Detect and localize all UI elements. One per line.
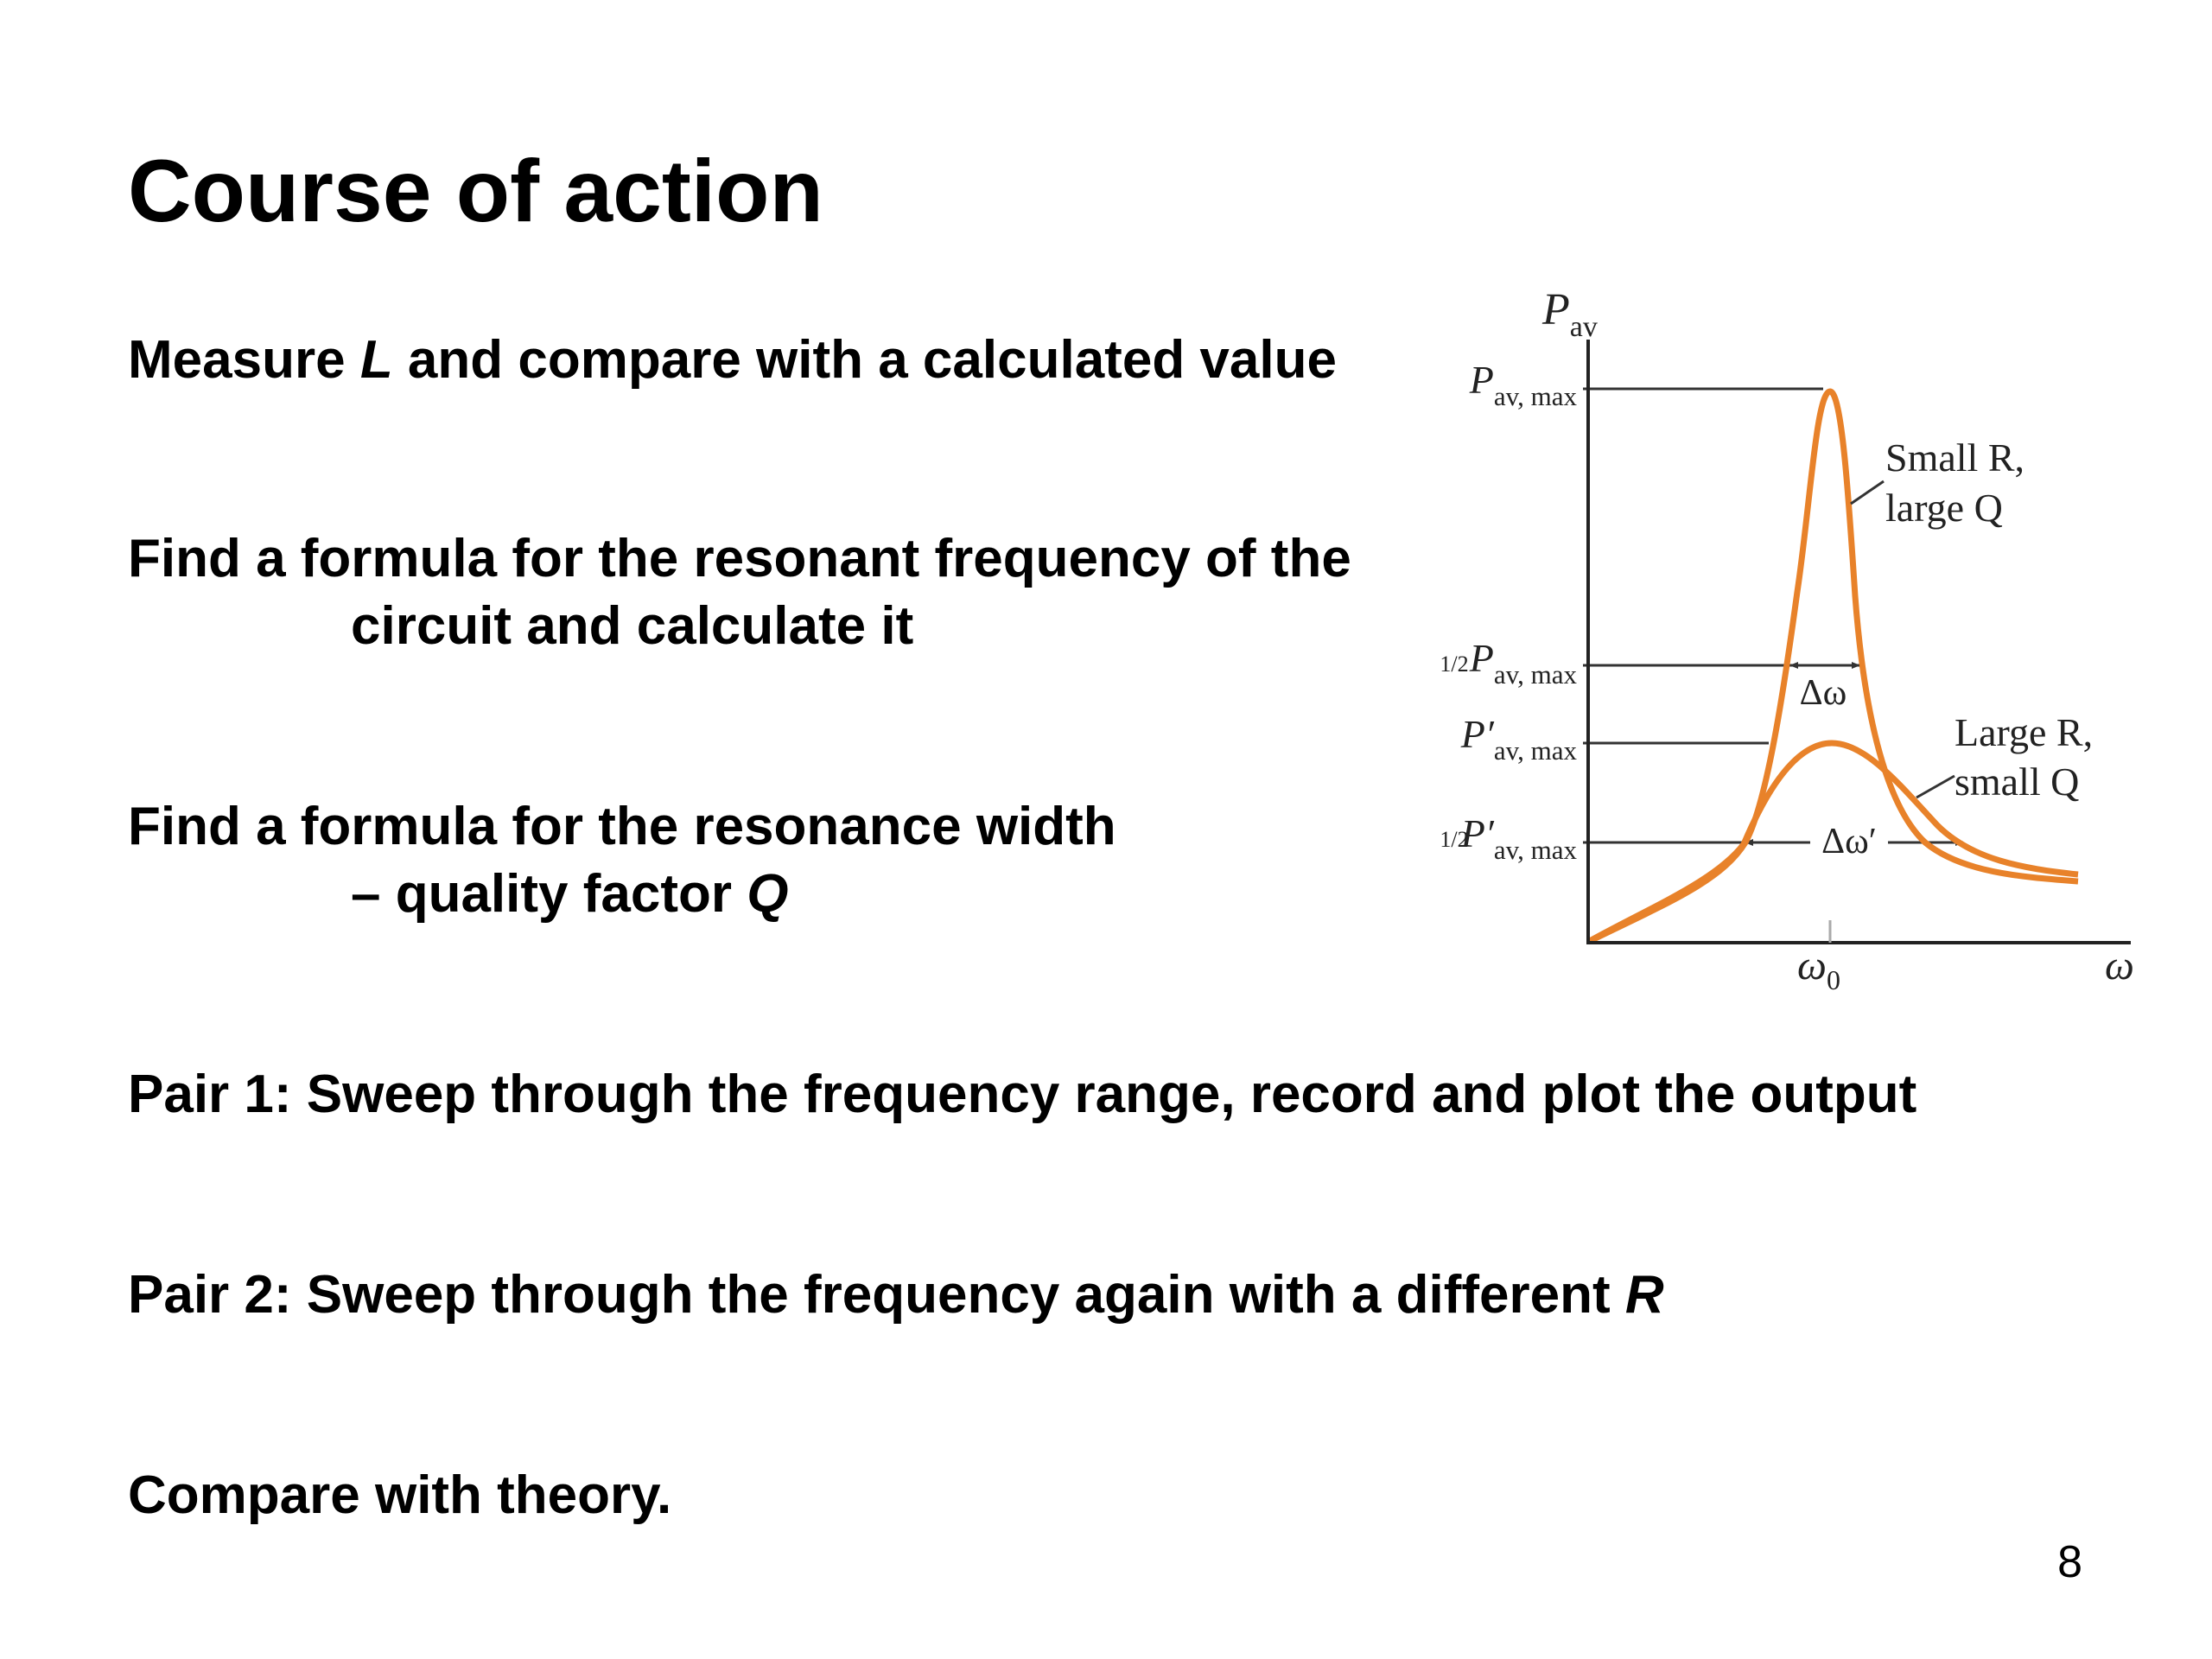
x-tick-label-omega0: $\omega_0$ [1797,943,1840,995]
y-axis-label: $P_{av}$ [1542,285,1598,343]
bullet-resonance-width: Find a formula for the resonance width – quality factor Q [128,797,1116,924]
fraction-half-1: 1/2 [1440,652,1469,677]
label-leader-large-r [1916,776,1955,798]
tick-label-half-pprime-max: $P'_{av, max}$ [1460,811,1577,865]
bullet-measure-l: Measure L and compare with a calculated value [128,330,1337,390]
tick-label-pprime-max: $P'_{av, max}$ [1460,712,1577,766]
delta-omega-prime-label: Δω′ [1821,822,1877,861]
bullet-pair-2: Pair 2: Sweep through the frequency again with a different R [128,1265,1664,1325]
bullet-resonant-frequency: Find a formula for the resonant frequency of the circuit and calculate it [128,529,1351,656]
tick-label-half-pmax: $P_{av, max}$ [1469,636,1577,690]
label-leader-small-r [1851,481,1884,504]
curve-label-large-r: Large R, [1955,710,2094,754]
curve-label-large-q: large Q [1885,486,2003,530]
x-axis-label: ω [2105,943,2134,988]
curve-label-small-q: small Q [1955,760,2080,804]
curve-label-small-r: Small R, [1885,435,2025,480]
bullet-pair-1: Pair 1: Sweep through the frequency range, record and plot the output [128,1065,1917,1124]
delta-omega-label: Δω [1799,673,1847,713]
tick-label-pmax: $P_{av, max}$ [1469,358,1577,411]
page-number: 8 [2057,1537,2082,1587]
slide-title: Course of action [128,142,823,240]
fraction-half-2: 1/2 [1440,827,1469,852]
bullet-compare: Compare with theory. [128,1465,672,1525]
resonance-curve-figure [1417,272,2143,998]
